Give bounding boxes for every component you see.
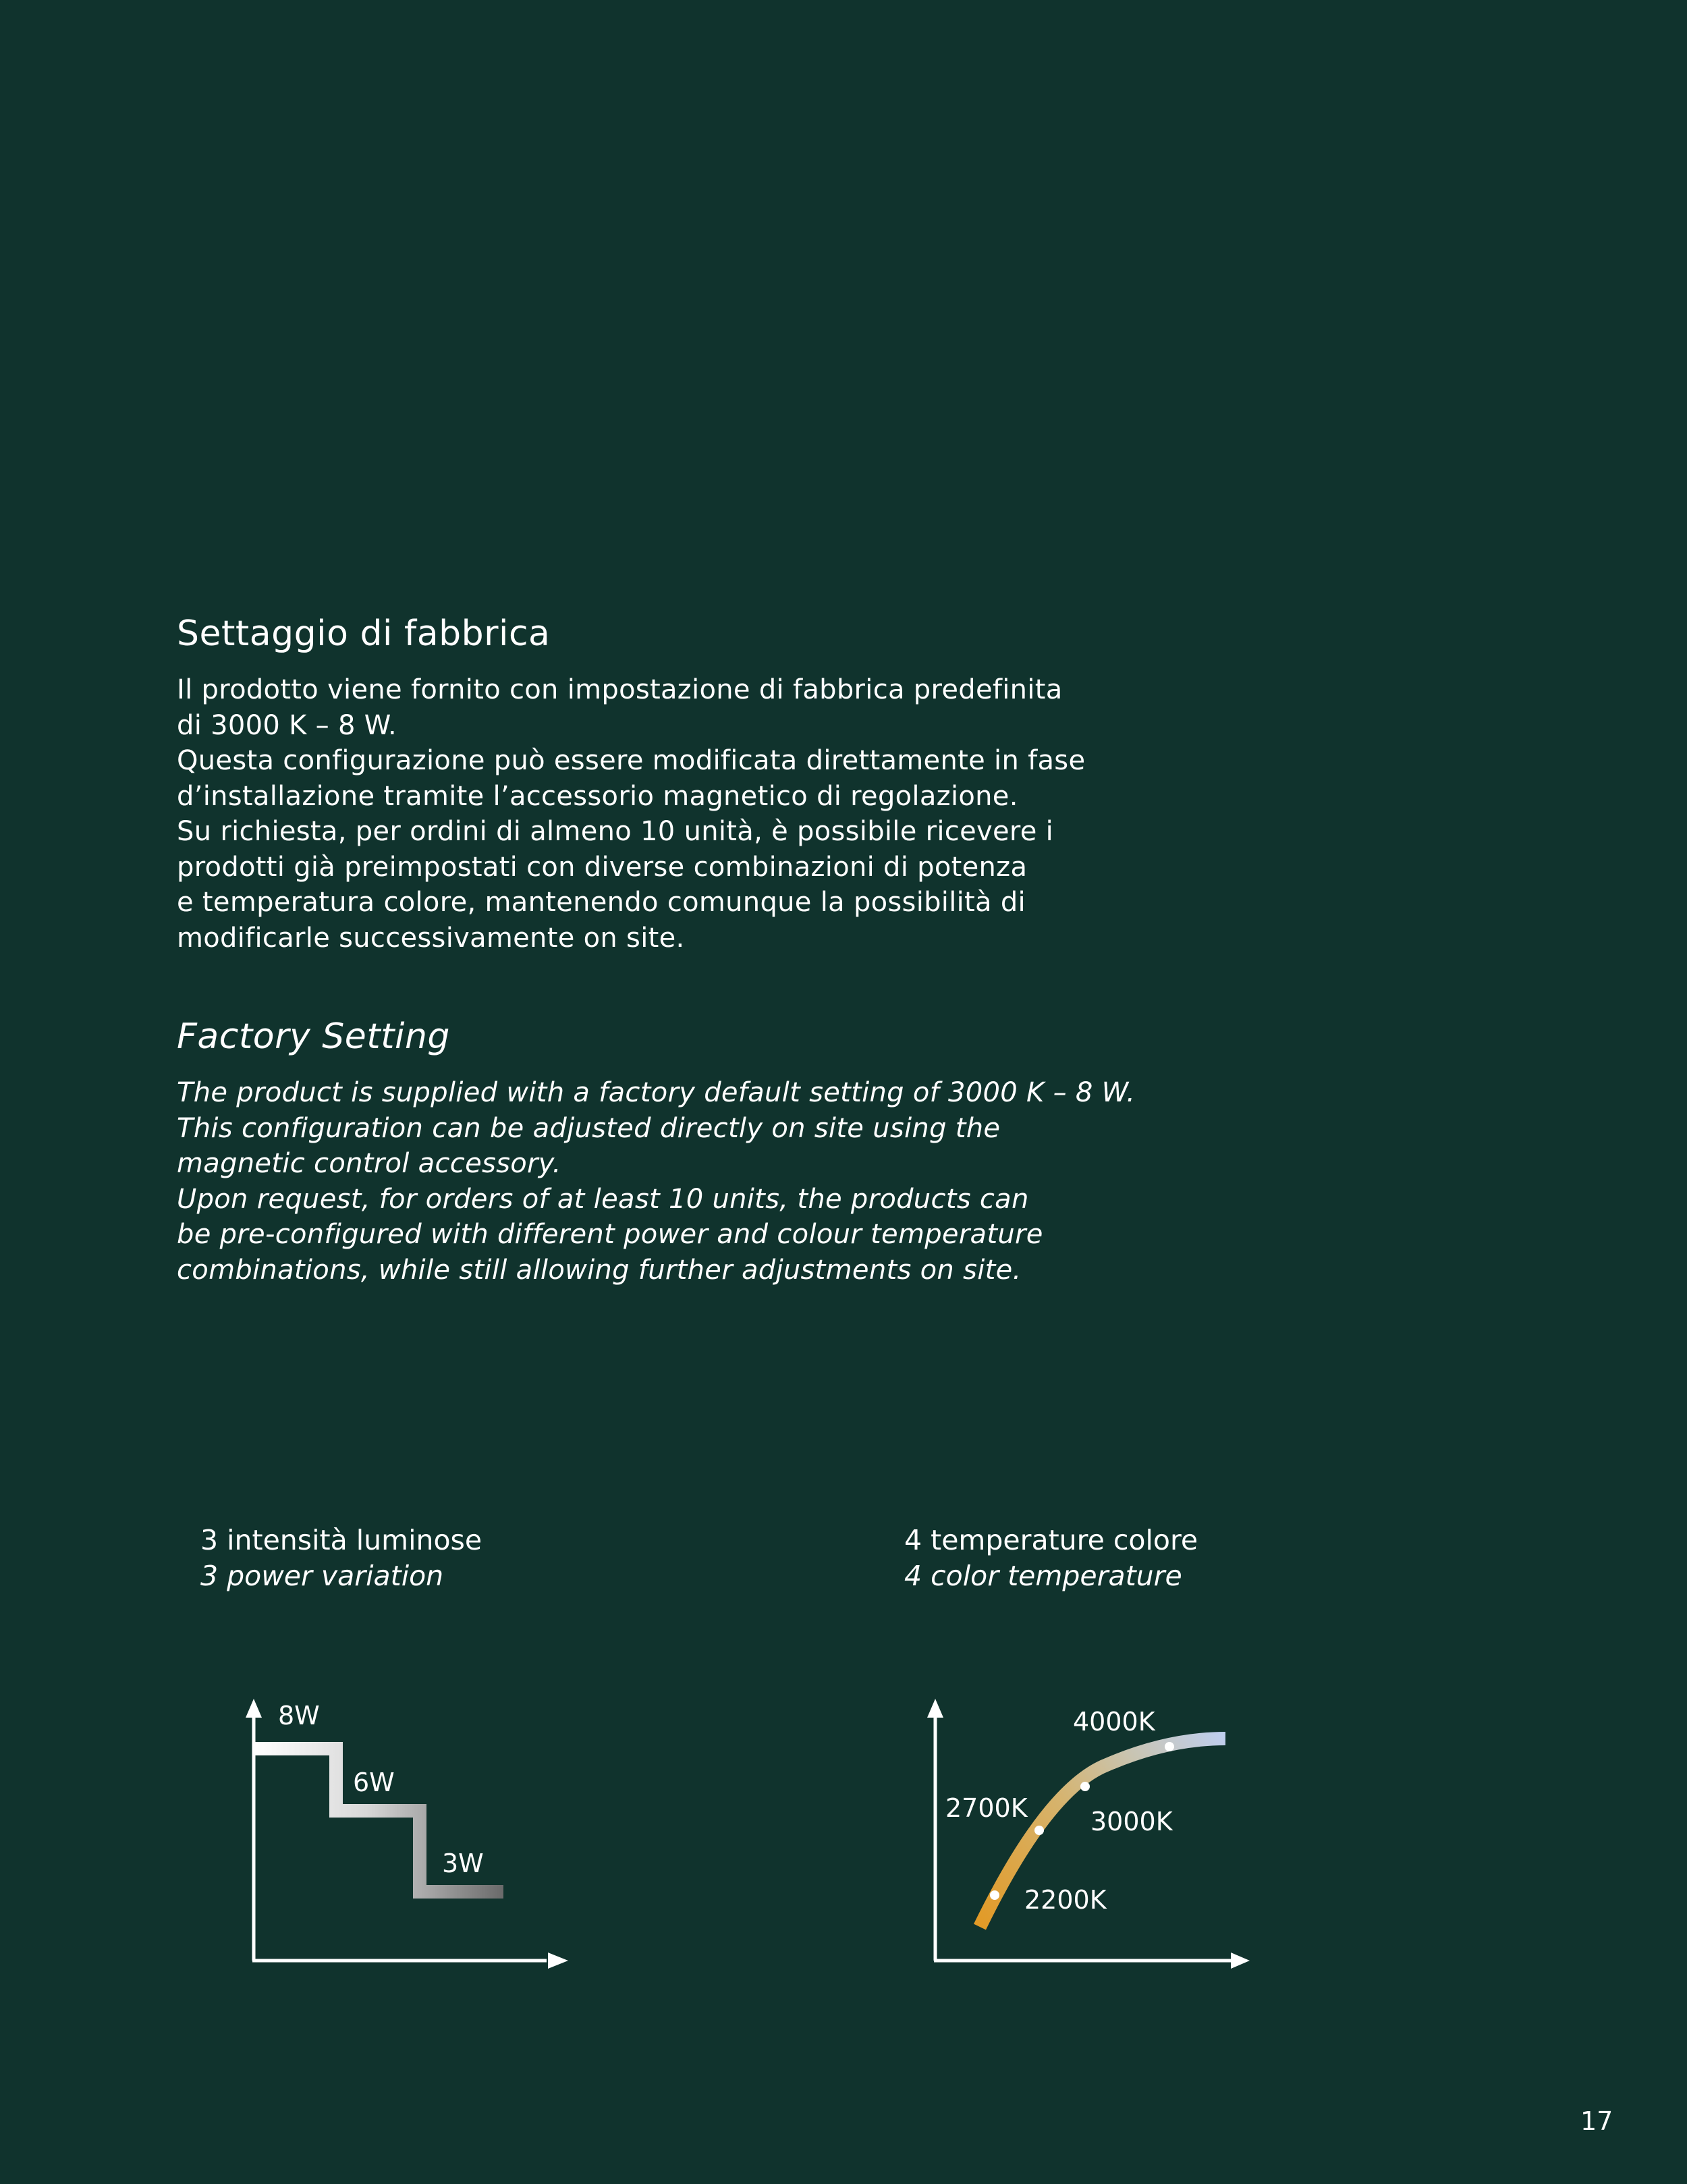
power-level-label: 8W [278,1701,320,1730]
english-line: This configuration can be adjusted directly on site using the [177,1112,1001,1144]
page-number: 17 [1580,2106,1613,2136]
temperature-label: 2200K [1024,1885,1107,1915]
power-x-axis-arrow-icon [548,1953,568,1969]
italian-line: modificarle successivamente on site. [177,922,685,954]
temperature-x-axis-arrow-icon [1231,1953,1250,1969]
italian-line: Il prodotto viene fornito con impostazione di fabbrica predefinita [177,674,1063,705]
english-line: The product is supplied with a factory default setting of 3000 K – 8 W. [177,1077,1136,1108]
power-step-diagram [202,1687,580,1984]
english-body [177,1075,1189,1288]
italian-line: Questa configurazione può essere modificata direttamente in fase [177,745,1086,776]
temperature-point [990,1890,999,1900]
temperature-point [1034,1826,1044,1835]
italian-line: prodotti già preimpostati con diverse combinazioni di potenza [177,851,1028,883]
italian-line: e temperatura colore, mantenendo comunque la possibilità di [177,887,1026,918]
italian-line: d’installazione tramite l’accessorio magnetico di regolazione. [177,780,1018,812]
italian-section-heading [177,613,1189,655]
english-line: Upon request, for orders of at least 10 units, the products can [177,1183,1029,1215]
italian-heading: Settaggio di fabbrica [177,613,551,654]
temperature-caption-en: 4 color temperature [904,1560,1182,1592]
power-diagram-caption [200,1523,482,1594]
temperature-label: 2700K [945,1793,1028,1823]
temperature-curve-diagram [884,1687,1262,1984]
temperature-point [1165,1742,1174,1751]
english-line: combinations, while still allowing further adjustments on site. [177,1254,1022,1286]
temperature-caption-it: 4 temperature colore [904,1524,1198,1556]
italian-body [177,672,1189,956]
italian-line: Su richiesta, per ordini di almeno 10 unità, è possibile ricevere i [177,816,1054,847]
temperature-point [1080,1782,1090,1791]
english-heading: Factory Setting [177,1016,450,1057]
power-y-axis-arrow-icon [246,1699,262,1718]
english-section-heading [177,1016,1189,1058]
italian-line: di 3000 K – 8 W. [177,709,397,741]
temperature-label: 4000K [1073,1707,1155,1737]
temperature-label: 3000K [1090,1807,1173,1836]
power-caption-en: 3 power variation [200,1560,444,1592]
power-level-label: 6W [353,1768,395,1797]
power-level-label: 3W [442,1849,484,1878]
power-caption-it: 3 intensità luminose [200,1524,482,1556]
english-line: be pre-configured with different power and colour temperature [177,1219,1043,1250]
english-line: magnetic control accessory. [177,1148,561,1179]
temperature-y-axis-arrow-icon [927,1699,943,1718]
temperature-diagram-caption [904,1523,1198,1594]
